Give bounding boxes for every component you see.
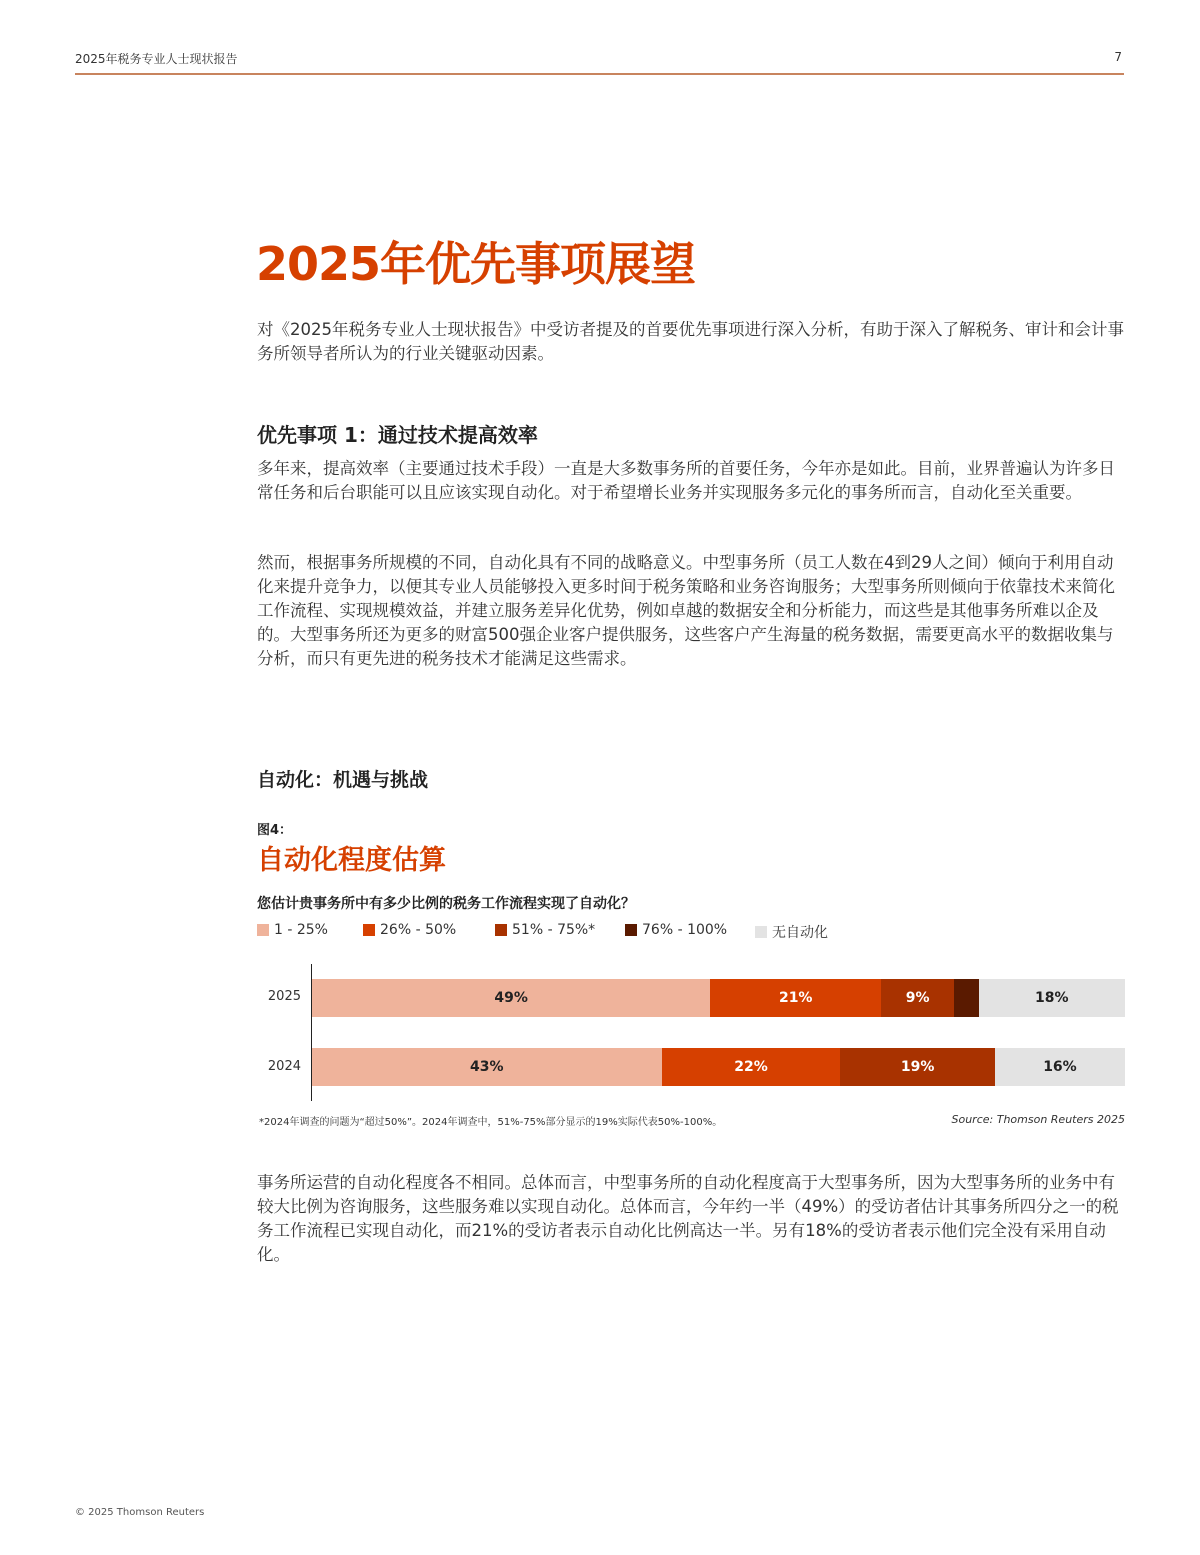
bar-2025 [312, 979, 1125, 1017]
page-title: 2025年优先事项展望 [256, 237, 696, 291]
legend-swatch [625, 924, 637, 936]
chart-question: 您估计贵事务所中有多少比例的税务工作流程实现了自动化？ [257, 896, 635, 912]
legend-label: 76% - 100% [642, 922, 728, 938]
bar-segment: 43% [312, 1048, 662, 1086]
bar-segment: 19% [840, 1048, 994, 1086]
legend-item [625, 922, 727, 938]
legend-item [257, 922, 328, 938]
section-heading: 优先事项 1：通过技术提高效率 [257, 423, 538, 447]
legend-item [495, 922, 595, 938]
legend-swatch [363, 924, 375, 936]
bar-segment: 49% [312, 979, 710, 1017]
row-label-2025: 2025 [267, 989, 301, 1004]
bar-segment: 9% [881, 979, 954, 1017]
legend-swatch [257, 924, 269, 936]
legend-swatch [755, 926, 767, 938]
section-paragraph-1: 多年来，提高效率（主要通过技术手段）一直是大多数事务所的首要任务，今年亦是如此。目前，业界普遍认为许多日常任务和后台职能可以且应该实现自动化。对于希望增长业务并实现服务多元化的事务所而言，自动化至关重要。 [257, 459, 1115, 502]
section-paragraph-2: 然而，根据事务所规模的不同，自动化具有不同的战略意义。中型事务所（员工人数在4到29人之间）倾向于利用自动化来提升竞争力，以便其专业人员能够投入更多时间于税务策略和业务咨询服务；大型事务所则倾向于依靠技术来简化工作流程、实现规模效益，并建立服务差异化优势，例如卓越的数据安全和分析能力，而这些是其他事务所难以企及的。大型事务所还为更多的财富500强企业客户提供服务，这些客户产生海量的税务数据，需要更高水平的数据收集与分析，而只有更先进的税务技术才能满足这些需求。 [257, 553, 1115, 668]
bar-2024 [312, 1048, 1125, 1086]
bar-segment: 16% [995, 1048, 1125, 1086]
header-divider [75, 73, 1124, 75]
bar-segment: 18% [979, 979, 1125, 1017]
row-label-2024: 2024 [267, 1059, 301, 1074]
analysis-paragraph: 事务所运营的自动化程度各不相同。总体而言，中型事务所的自动化程度高于大型事务所，因为大型事务所的业务中有较大比例为咨询服务，这些服务难以实现自动化。总体而言，今年约一半（49%）的受访者估计其事务所四分之一的税务工作流程已实现自动化，而21%的受访者表示自动化比例高达一半。另有18%的受访者表示他们完全没有采用自动化。 [257, 1173, 1119, 1264]
bar-segment: 22% [662, 1048, 841, 1086]
legend-swatch [495, 924, 507, 936]
legend-item [755, 922, 828, 942]
figure-title: 自动化程度估算 [257, 845, 446, 876]
chart-source: Source: Thomson Reuters 2025 [951, 1113, 1125, 1126]
legend-label: 51% - 75%* [512, 922, 596, 938]
legend-item [363, 922, 456, 938]
figure-label: 图4： [257, 823, 293, 838]
page-number: 7 [1114, 50, 1122, 64]
report-title: 2025年税务专业人士现状报告 [75, 52, 238, 66]
chart-footnote: *2024年调查的问题为“超过50%”。2024年调查中，51%-75%部分显示的19%实际代表50%-100%。 [259, 1117, 723, 1128]
bar-segment [954, 979, 978, 1017]
intro-paragraph: 对《2025年税务专业人士现状报告》中受访者提及的首要优先事项进行深入分析，有助于深入了解税务、审计和会计事务所领导者所认为的行业关键驱动因素。 [257, 320, 1124, 363]
subsection-heading: 自动化：机遇与挑战 [257, 769, 429, 791]
legend-label: 1 - 25% [274, 922, 328, 938]
legend-label: 无自动化 [772, 925, 828, 941]
legend-label: 26% - 50% [380, 922, 457, 938]
copyright: © 2025 Thomson Reuters [75, 1507, 205, 1518]
bar-segment: 21% [710, 979, 881, 1017]
